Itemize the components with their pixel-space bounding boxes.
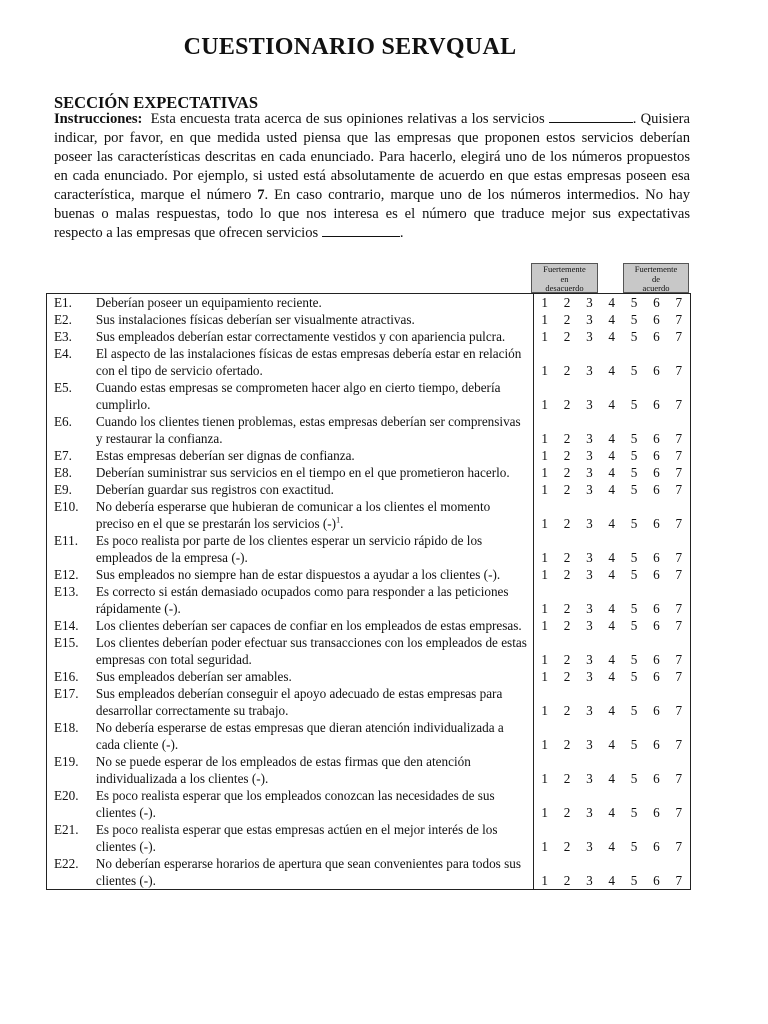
scale-option[interactable]: 7 [668, 583, 691, 617]
table-row [47, 532, 691, 566]
scale-option[interactable]: 6 [653, 839, 660, 854]
scale-option[interactable]: 1 [541, 839, 548, 854]
scale-option[interactable]: 1 [541, 329, 548, 344]
scale-option[interactable]: 1 [541, 771, 548, 786]
scale-option[interactable]: 6 [653, 550, 660, 565]
scale-option[interactable]: 1 [541, 482, 548, 497]
scale-option[interactable]: 2 [563, 482, 571, 497]
scale-option[interactable]: 7 [668, 855, 691, 890]
item-statement [94, 464, 533, 481]
blank-line [322, 236, 400, 237]
scale-option[interactable]: 7 [668, 498, 691, 532]
item-code: E2. [47, 311, 94, 328]
item-code: E16. [47, 668, 94, 685]
scale-option[interactable]: 4 [608, 448, 616, 463]
scale-option[interactable]: 3 [586, 516, 593, 531]
scale-option[interactable]: 4 [608, 329, 616, 344]
item-statement-text: Sus instalaciones físicas deberían ser visualmente atractivas. [95, 312, 415, 327]
scale-option[interactable]: 5 [630, 448, 638, 463]
scale-option[interactable]: 5 [630, 397, 638, 412]
item-code: E20. [47, 787, 94, 821]
scale-option[interactable]: 5 [630, 601, 638, 616]
scale-option[interactable]: 2 [556, 294, 578, 312]
item-code: E3. [47, 328, 94, 345]
example-number: 7 [257, 187, 265, 203]
scale-option[interactable]: 5 [623, 855, 645, 890]
item-statement-text: Es poco realista esperar que los empleados conozcan las necesidades de sus clientes (-). [95, 788, 495, 820]
scale-option[interactable]: 4 [608, 482, 616, 497]
item-statement-text: Los clientes deberían ser capaces de confiar en los empleados de estas empresas. [95, 618, 522, 633]
scale-option[interactable]: 1 [541, 737, 548, 752]
scale-option[interactable]: 6 [653, 567, 660, 582]
item-statement-text: Cuando los clientes tienen problemas, estas empresas deberían ser comprensivas y restaurar la confianza. [95, 414, 521, 446]
item-statement [94, 668, 533, 685]
scale-option[interactable]: 7 [668, 464, 691, 481]
table-row [47, 481, 691, 498]
item-code: E11. [47, 532, 94, 566]
item-statement [94, 583, 533, 617]
item-statement [94, 617, 533, 634]
item-statement [94, 345, 533, 379]
scale-option[interactable]: 6 [645, 294, 667, 312]
scale-option[interactable]: 3 [586, 737, 593, 752]
scale-option[interactable]: 1 [541, 703, 548, 718]
scale-option[interactable]: 5 [630, 839, 638, 854]
scale-option[interactable]: 1 [533, 294, 556, 312]
item-statement [94, 566, 533, 583]
scale-option[interactable]: 7 [668, 379, 691, 413]
scale-option[interactable]: 2 [563, 329, 571, 344]
item-statement [94, 447, 533, 464]
table-row [47, 634, 691, 668]
instructions-text-1: Esta encuesta trata acerca de sus opiniones relativas a los servicios [150, 111, 545, 127]
scale-option[interactable]: 4 [608, 550, 616, 565]
scale-option[interactable]: 3 [586, 397, 593, 412]
item-statement-text: No deberían esperarse horarios de apertura que sean convenientes para todos sus clientes (-). [95, 856, 521, 888]
scale-option[interactable]: 4 [608, 363, 616, 378]
scale-option[interactable]: 1 [541, 669, 548, 684]
item-statement [94, 634, 533, 668]
scale-option[interactable]: 3 [586, 363, 593, 378]
scale-option[interactable]: 4 [608, 618, 616, 633]
scale-option[interactable]: 6 [653, 737, 660, 752]
scale-option[interactable]: 2 [563, 363, 571, 378]
scale-header-line: Fuertemente [543, 264, 586, 274]
item-statement-text: Deberían poseer un equipamiento reciente. [95, 295, 322, 310]
item-statement [94, 294, 533, 312]
table-row [47, 328, 691, 345]
scale-option[interactable]: 1 [541, 805, 548, 820]
item-code: E17. [47, 685, 94, 719]
scale-option[interactable]: 5 [630, 567, 638, 582]
item-statement [94, 855, 533, 890]
table-row [47, 787, 691, 821]
scale-option[interactable]: 3 [586, 448, 593, 463]
footnote-marker: 1 [336, 515, 341, 525]
scale-option[interactable]: 1 [541, 465, 548, 480]
scale-option[interactable]: 5 [630, 703, 638, 718]
scale-option[interactable]: 7 [668, 617, 691, 634]
scale-header-line: de [651, 273, 661, 284]
scale-option[interactable]: 5 [630, 737, 638, 752]
item-statement-text: Sus empleados deberían ser amables. [95, 669, 292, 684]
instructions-text-3: . En caso contrario, marque uno de los números intermedios. No hay buenas o malas respuestas, todo lo que nos interesa es el número que traduce mejor sus expectativas respecto a las empresas que ofrecen servicios [54, 187, 690, 241]
scale-option[interactable]: 1 [541, 448, 548, 463]
item-code: E15. [47, 634, 94, 668]
scale-option[interactable]: 6 [653, 669, 660, 684]
scale-option[interactable]: 3 [586, 652, 593, 667]
item-statement [94, 753, 533, 787]
scale-option[interactable]: 5 [630, 465, 638, 480]
scale-option[interactable]: 3 [586, 567, 593, 582]
item-statement [94, 787, 533, 821]
item-code: E1. [47, 294, 94, 312]
scale-header-line: desacuerdo [545, 283, 584, 293]
scale-option[interactable]: 7 [668, 719, 691, 753]
scale-header-agree [623, 263, 689, 293]
scale-option[interactable]: 6 [653, 618, 660, 633]
item-code: E10. [47, 498, 94, 532]
scale-option[interactable]: 6 [653, 397, 660, 412]
scale-option[interactable]: 7 [668, 311, 691, 328]
scale-option[interactable]: 5 [630, 516, 638, 531]
table-row [47, 379, 691, 413]
scale-option[interactable]: 4 [608, 516, 616, 531]
instructions-text-2: . Quisiera indicar, por favor, en que medida usted piensa que las empresas que proponen estos servicios deberían poseer las características descritas en cada enunciado. Para hacerlo, elegirá uno de los números propuestos en cada enunciado. Por ejemplo, si usted está absolutamente de acuerdo en que estas empresas poseen esa característica, marque el número [54, 111, 691, 203]
scale-option[interactable]: 7 [668, 787, 691, 821]
section-heading: SECCIÓN EXPECTATIVAS [54, 93, 259, 112]
item-statement-text: Cuando estas empresas se comprometen hacer algo en cierto tiempo, debería cumplirlo. [95, 380, 501, 412]
scale-option[interactable]: 2 [563, 669, 571, 684]
scale-option[interactable]: 1 [541, 431, 548, 446]
item-code: E13. [47, 583, 94, 617]
item-statement [94, 719, 533, 753]
scale-header-disagree [531, 263, 598, 293]
scale-option[interactable]: 3 [586, 771, 593, 786]
scale-option[interactable]: 4 [608, 397, 616, 412]
scale-option[interactable]: 7 [668, 345, 691, 379]
item-statement-text: No se puede esperar de los empleados de estas firmas que den atención individualizada a los clientes (-). [95, 754, 471, 786]
instructions-text-4: . [399, 225, 404, 241]
table-row [47, 345, 691, 379]
item-statement [94, 311, 533, 328]
item-statement-text: El aspecto de las instalaciones físicas de estas empresas debería estar en relación con el tipo de servicio ofertado. [95, 346, 522, 378]
scale-option[interactable]: 2 [563, 550, 571, 565]
item-statement-text: Es poco realista esperar que estas empresas actúen en el mejor interés de los clientes (-). [95, 822, 498, 854]
page-title: CUESTIONARIO SERVQUAL [183, 34, 517, 60]
scale-option[interactable]: 3 [586, 550, 593, 565]
item-statement-punct: . [340, 516, 344, 531]
scale-option[interactable]: 3 [586, 703, 593, 718]
item-statement-text: Estas empresas deberían ser dignas de confianza. [95, 448, 355, 463]
item-statement-text: No debería esperarse de estas empresas que dieran atención individualizada a cada cliente (-). [95, 720, 504, 752]
scale-option[interactable]: 3 [578, 294, 600, 312]
scale-option[interactable]: 7 [668, 447, 691, 464]
scale-option[interactable]: 6 [653, 448, 660, 463]
item-statement [94, 328, 533, 345]
item-code: E22. [47, 855, 94, 890]
scale-option[interactable]: 1 [541, 516, 548, 531]
scale-option[interactable]: 4 [608, 465, 616, 480]
scale-option[interactable]: 2 [563, 618, 571, 633]
instructions-paragraph [54, 110, 690, 243]
scale-option[interactable]: 2 [563, 771, 571, 786]
scale-option[interactable]: 4 [601, 855, 623, 890]
item-statement-text: Sus empleados deberían estar correctamente vestidos y con apariencia pulcra. [95, 329, 506, 344]
scale-option[interactable]: 3 [586, 329, 593, 344]
scale-option[interactable]: 5 [630, 363, 638, 378]
table-row [47, 413, 691, 447]
scale-option[interactable]: 1 [541, 601, 548, 616]
scale-header-line: acuerdo [642, 283, 670, 293]
scale-option[interactable]: 2 [563, 652, 571, 667]
scale-option[interactable]: 7 [668, 294, 691, 312]
scale-option[interactable]: 6 [653, 312, 660, 327]
table-row [47, 719, 691, 753]
scale-option[interactable]: 6 [653, 363, 660, 378]
item-statement [94, 498, 533, 532]
scale-option[interactable]: 2 [563, 516, 571, 531]
scale-option[interactable]: 1 [541, 618, 548, 633]
table-row [47, 447, 691, 464]
scale-option[interactable]: 5 [630, 312, 638, 327]
item-statement [94, 413, 533, 447]
scale-option[interactable]: 3 [586, 482, 593, 497]
scale-option[interactable]: 6 [653, 465, 660, 480]
scale-option[interactable]: 1 [541, 567, 548, 582]
scale-option[interactable]: 4 [608, 669, 616, 684]
scale-option[interactable]: 7 [668, 532, 691, 566]
scale-option[interactable]: 7 [668, 328, 691, 345]
item-statement-text: Deberían guardar sus registros con exactitud. [95, 482, 334, 497]
item-statement [94, 379, 533, 413]
item-statement [94, 821, 533, 855]
scale-option[interactable]: 7 [668, 481, 691, 498]
scale-option[interactable]: 7 [668, 413, 691, 447]
table-row [47, 566, 691, 583]
item-code: E19. [47, 753, 94, 787]
scale-option[interactable]: 3 [578, 855, 600, 890]
scale-option[interactable]: 4 [608, 737, 616, 752]
table-row [47, 617, 691, 634]
scale-option[interactable]: 2 [563, 312, 571, 327]
scale-header-line: Fuertemente [634, 264, 678, 274]
scale-option[interactable]: 1 [541, 652, 548, 667]
item-code: E14. [47, 617, 94, 634]
item-statement [94, 532, 533, 566]
item-statement [94, 685, 533, 719]
item-code: E21. [47, 821, 94, 855]
scale-option[interactable]: 4 [608, 703, 616, 718]
item-code: E5. [47, 379, 94, 413]
scale-option[interactable]: 5 [630, 431, 638, 446]
scale-option[interactable]: 6 [645, 855, 667, 890]
item-statement-text: Los clientes deberían poder efectuar sus transacciones con los empleados de estas empresas con total seguridad. [95, 635, 527, 667]
item-statement-text: Sus empleados no siempre han de estar dispuestos a ayudar a los clientes (-). [95, 567, 501, 582]
scale-option[interactable]: 1 [541, 363, 548, 378]
scale-option[interactable]: 2 [563, 567, 571, 582]
item-code: E6. [47, 413, 94, 447]
scale-option[interactable]: 3 [586, 805, 593, 820]
scale-option[interactable]: 1 [541, 312, 548, 327]
scale-option[interactable]: 2 [563, 737, 571, 752]
instructions-label: Instrucciones: [54, 111, 143, 127]
scale-option[interactable]: 5 [630, 652, 638, 667]
table-row [47, 753, 691, 787]
scale-option[interactable]: 2 [563, 465, 571, 480]
scale-option[interactable]: 4 [608, 805, 616, 820]
scale-option[interactable]: 4 [608, 601, 616, 616]
scale-option[interactable]: 5 [630, 550, 638, 565]
item-code: E7. [47, 447, 94, 464]
scale-option[interactable]: 2 [563, 448, 571, 463]
scale-option[interactable]: 7 [668, 753, 691, 787]
scale-option[interactable]: 4 [608, 839, 616, 854]
scale-option[interactable]: 7 [668, 668, 691, 685]
scale-option[interactable]: 4 [608, 567, 616, 582]
scale-option[interactable]: 1 [541, 550, 548, 565]
item-statement-text: No debería esperarse que hubieran de comunicar a los clientes el momento preciso en el que se prestarán los servicios (-) [95, 499, 491, 531]
scale-option[interactable]: 2 [563, 703, 571, 718]
item-code: E18. [47, 719, 94, 753]
table-row [47, 685, 691, 719]
item-statement-text: Deberían suministrar sus servicios en el tiempo en el que prometieron hacerlo. [95, 465, 510, 480]
scale-option[interactable]: 6 [653, 431, 660, 446]
scale-option[interactable]: 5 [630, 771, 638, 786]
scale-option[interactable]: 5 [630, 618, 638, 633]
scale-option[interactable]: 3 [586, 669, 593, 684]
scale-option[interactable]: 7 [668, 685, 691, 719]
scale-option[interactable]: 3 [586, 839, 593, 854]
item-code: E4. [47, 345, 94, 379]
scale-option[interactable]: 3 [586, 465, 593, 480]
scale-option[interactable]: 6 [653, 482, 660, 497]
scale-option[interactable]: 2 [563, 601, 571, 616]
scale-option[interactable]: 6 [653, 652, 660, 667]
item-code: E12. [47, 566, 94, 583]
scale-option[interactable]: 4 [608, 431, 616, 446]
scale-option[interactable]: 3 [586, 601, 593, 616]
scale-option[interactable]: 6 [653, 703, 660, 718]
scale-option[interactable]: 2 [563, 839, 571, 854]
scale-option[interactable]: 2 [556, 855, 578, 890]
table-row [47, 464, 691, 481]
table-row [47, 498, 691, 532]
scale-option[interactable]: 1 [533, 855, 556, 890]
scale-option[interactable]: 6 [653, 601, 660, 616]
scale-option[interactable]: 4 [608, 771, 616, 786]
scale-option[interactable]: 3 [586, 431, 593, 446]
item-statement-text: Sus empleados deberían conseguir el apoyo adecuado de estas empresas para desarrollar correctamente su trabajo. [95, 686, 503, 718]
scale-option[interactable]: 6 [653, 805, 660, 820]
scale-option[interactable]: 5 [623, 294, 645, 312]
questionnaire-table [46, 293, 691, 890]
scale-option[interactable]: 3 [586, 618, 593, 633]
item-statement-text: Es correcto si están demasiado ocupados como para responder a las peticiones rápidamente (-). [95, 584, 509, 616]
scale-header-line: en [560, 273, 569, 284]
scale-option[interactable]: 7 [668, 821, 691, 855]
scale-option[interactable]: 6 [653, 771, 660, 786]
scale-option[interactable]: 3 [586, 312, 593, 327]
scale-option[interactable]: 1 [541, 397, 548, 412]
table-row [47, 855, 691, 890]
scale-option[interactable]: 5 [630, 805, 638, 820]
scale-option[interactable]: 4 [608, 312, 616, 327]
item-statement [94, 481, 533, 498]
scale-option[interactable]: 5 [630, 669, 638, 684]
scale-option[interactable]: 4 [601, 294, 623, 312]
blank-line [549, 122, 633, 123]
item-statement-text: Es poco realista por parte de los clientes esperar un servicio rápido de los empleados de la empresa (-). [95, 533, 483, 565]
scale-option[interactable]: 7 [668, 566, 691, 583]
table-row [47, 294, 691, 312]
table-row [47, 821, 691, 855]
item-code: E9. [47, 481, 94, 498]
table-row [47, 583, 691, 617]
scale-option[interactable]: 6 [653, 329, 660, 344]
scale-option[interactable]: 6 [653, 516, 660, 531]
scale-option[interactable]: 2 [563, 431, 571, 446]
scale-option[interactable]: 2 [563, 397, 571, 412]
scale-option[interactable]: 5 [630, 482, 638, 497]
scale-option[interactable]: 5 [630, 329, 638, 344]
item-code: E8. [47, 464, 94, 481]
scale-option[interactable]: 2 [563, 805, 571, 820]
scale-option[interactable]: 7 [668, 634, 691, 668]
table-row [47, 668, 691, 685]
table-row [47, 311, 691, 328]
scale-option[interactable]: 4 [608, 652, 616, 667]
